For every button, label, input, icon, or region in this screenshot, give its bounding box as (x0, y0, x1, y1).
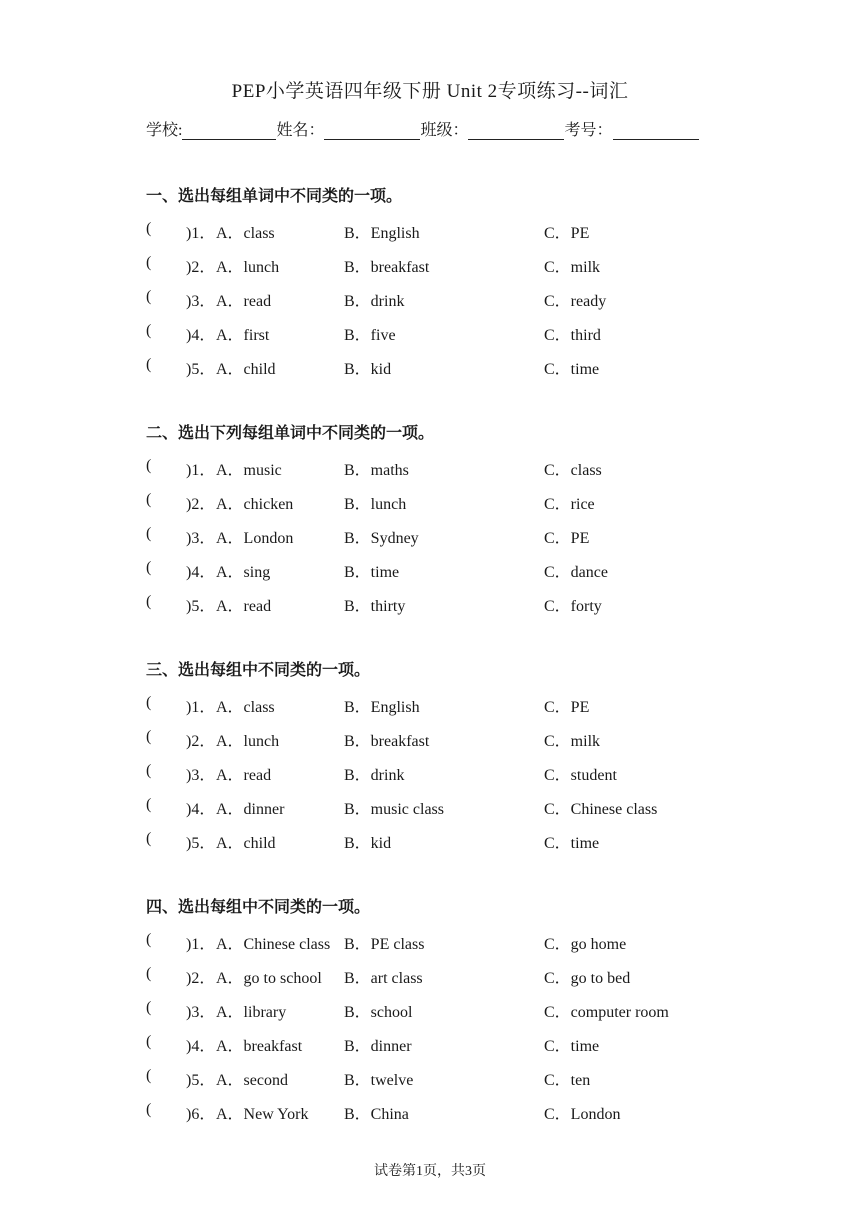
option-a: A．chicken (216, 496, 294, 513)
question-number: )1． (186, 462, 216, 479)
option-b: B．English (344, 699, 420, 716)
question-number: )5． (186, 361, 216, 378)
answer-blank-open[interactable]: ( (146, 593, 152, 610)
option-c: C．class (544, 462, 602, 479)
question-number: )3． (186, 530, 216, 547)
option-c: C．rice (544, 496, 595, 513)
answer-blank-open[interactable]: ( (146, 457, 152, 474)
answer-blank-open[interactable]: ( (146, 525, 152, 542)
option-c: C．PE (544, 530, 590, 547)
answer-blank-open[interactable]: ( (146, 1067, 152, 1084)
section-title: 三、选出每组中不同类的一项。 (146, 662, 371, 679)
option-c: C．student (544, 767, 617, 784)
option-c: C．time (544, 1038, 600, 1055)
answer-blank-open[interactable]: ( (146, 220, 152, 237)
answer-blank-open[interactable]: ( (146, 694, 152, 711)
question-number: )2． (186, 970, 216, 987)
answer-blank-open[interactable]: ( (146, 491, 152, 508)
question-number: )5． (186, 1072, 216, 1089)
answer-blank-open[interactable]: ( (146, 254, 152, 271)
option-c: C．London (544, 1106, 621, 1123)
option-b: B．breakfast (344, 733, 430, 750)
class-label: 班级： (420, 122, 469, 139)
option-a: A．child (216, 835, 276, 852)
option-a: A．London (216, 530, 294, 547)
section-title: 一、选出每组单词中不同类的一项。 (146, 188, 403, 205)
question-number: )2． (186, 259, 216, 276)
option-a: A．class (216, 225, 275, 242)
exam-number-blank[interactable] (613, 122, 699, 140)
question-number: )4． (186, 1038, 216, 1055)
school-blank[interactable] (182, 122, 276, 140)
name-blank[interactable] (324, 122, 420, 140)
option-a: A．sing (216, 564, 271, 581)
option-c: C．PE (544, 699, 590, 716)
option-c: C．go home (544, 936, 627, 953)
option-b: B．English (344, 225, 420, 242)
class-blank[interactable] (468, 122, 564, 140)
question-number: )4． (186, 801, 216, 818)
option-c: C．dance (544, 564, 608, 581)
option-b: B．music class (344, 801, 444, 818)
option-a: A．Chinese class (216, 936, 331, 953)
option-c: C．Chinese class (544, 801, 658, 818)
option-c: C．milk (544, 259, 601, 276)
option-b: B．kid (344, 361, 392, 378)
option-a: A．class (216, 699, 275, 716)
question-number: )5． (186, 598, 216, 615)
option-b: B．maths (344, 462, 409, 479)
question-number: )5． (186, 835, 216, 852)
answer-blank-open[interactable]: ( (146, 1101, 152, 1118)
option-a: A．child (216, 361, 276, 378)
option-b: B．thirty (344, 598, 406, 615)
option-a: A．library (216, 1004, 287, 1021)
student-info-line (146, 117, 699, 140)
answer-blank-open[interactable]: ( (146, 356, 152, 373)
answer-blank-open[interactable]: ( (146, 830, 152, 847)
section-title: 四、选出每组中不同类的一项。 (146, 899, 371, 916)
answer-blank-open[interactable]: ( (146, 999, 152, 1016)
answer-blank-open[interactable]: ( (146, 762, 152, 779)
option-a: A．lunch (216, 259, 280, 276)
option-b: B．time (344, 564, 400, 581)
option-b: B．dinner (344, 1038, 412, 1055)
option-a: A．New York (216, 1106, 309, 1123)
answer-blank-open[interactable]: ( (146, 322, 152, 339)
page-footer: 试卷第1页，共3页 (374, 1164, 486, 1179)
question-number: )3． (186, 767, 216, 784)
option-b: B．drink (344, 767, 405, 784)
question-number: )2． (186, 733, 216, 750)
option-c: C．ready (544, 293, 607, 310)
question-number: )1． (186, 225, 216, 242)
option-a: A．read (216, 598, 272, 615)
option-a: A．breakfast (216, 1038, 303, 1055)
page-title: PEP小学英语四年级下册 Unit 2专项练习--词汇 (231, 81, 629, 102)
option-a: A．second (216, 1072, 288, 1089)
option-b: B．lunch (344, 496, 407, 513)
question-number: )6． (186, 1106, 216, 1123)
option-c: C．PE (544, 225, 590, 242)
option-a: A．go to school (216, 970, 322, 987)
option-c: C．forty (544, 598, 602, 615)
answer-blank-open[interactable]: ( (146, 728, 152, 745)
answer-blank-open[interactable]: ( (146, 965, 152, 982)
option-b: B．breakfast (344, 259, 430, 276)
question-number: )1． (186, 699, 216, 716)
option-c: C．milk (544, 733, 601, 750)
exam-number-label: 考号： (564, 122, 613, 139)
answer-blank-open[interactable]: ( (146, 931, 152, 948)
option-a: A．first (216, 327, 270, 344)
question-number: )1． (186, 936, 216, 953)
name-label: 姓名： (276, 122, 325, 139)
section-title: 二、选出下列每组单词中不同类的一项。 (146, 425, 435, 442)
option-c: C．time (544, 361, 600, 378)
option-b: B．five (344, 327, 396, 344)
school-label: 学校: (146, 122, 183, 139)
option-c: C．ten (544, 1072, 591, 1089)
question-number: )3． (186, 1004, 216, 1021)
answer-blank-open[interactable]: ( (146, 559, 152, 576)
option-a: A．lunch (216, 733, 280, 750)
answer-blank-open[interactable]: ( (146, 288, 152, 305)
option-c: C．computer room (544, 1004, 669, 1021)
question-number: )2． (186, 496, 216, 513)
option-a: A．read (216, 293, 272, 310)
answer-blank-open[interactable]: ( (146, 796, 152, 813)
question-number: )4． (186, 327, 216, 344)
option-b: B．PE class (344, 936, 425, 953)
option-b: B．twelve (344, 1072, 414, 1089)
option-c: C．third (544, 327, 601, 344)
option-a: A．music (216, 462, 282, 479)
question-number: )4． (186, 564, 216, 581)
option-b: B．school (344, 1004, 413, 1021)
option-b: B．kid (344, 835, 392, 852)
option-b: B．drink (344, 293, 405, 310)
option-b: B．art class (344, 970, 423, 987)
option-c: C．time (544, 835, 600, 852)
option-a: A．read (216, 767, 272, 784)
option-b: B．China (344, 1106, 409, 1123)
option-b: B．Sydney (344, 530, 419, 547)
answer-blank-open[interactable]: ( (146, 1033, 152, 1050)
option-c: C．go to bed (544, 970, 631, 987)
question-number: )3． (186, 293, 216, 310)
option-a: A．dinner (216, 801, 285, 818)
